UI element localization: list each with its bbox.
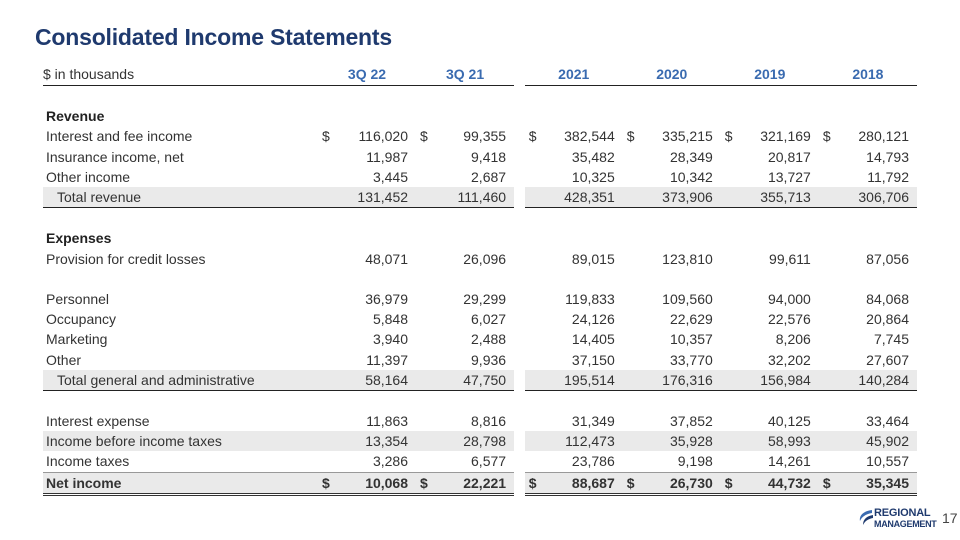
table-cell: 28,349	[669, 148, 713, 165]
table-cell: 9,418	[471, 148, 507, 165]
table-cell: 33,464	[866, 413, 909, 430]
column-header: 2019	[721, 63, 819, 86]
currency-symbol: $	[420, 128, 428, 145]
page-number: 17	[942, 510, 958, 526]
table-cell: 428,351	[540, 187, 623, 208]
table-header-row	[43, 63, 917, 86]
table-cell: 355,713	[736, 187, 819, 208]
total-row	[43, 370, 917, 391]
table-row	[43, 289, 917, 309]
section-header-row	[43, 106, 917, 126]
table-cell: 3,940	[372, 331, 409, 348]
table-cell: 33,770	[669, 351, 713, 368]
table-cell: 7,745	[873, 331, 909, 348]
currency-symbol: $	[318, 472, 333, 494]
currency-symbol: $	[623, 472, 638, 494]
logo-text: MANAGEMENT	[874, 519, 937, 529]
row-label: Net income	[43, 472, 318, 494]
section-label: Revenue	[46, 108, 105, 125]
currency-symbol: $	[626, 128, 635, 145]
total-row	[43, 187, 917, 208]
table-cell: 373,906	[638, 187, 721, 208]
income-statement-table	[43, 63, 917, 496]
row-label: Provision for credit losses	[46, 250, 206, 267]
table-cell: 20,864	[866, 311, 909, 328]
table-row	[43, 126, 917, 146]
table-cell: 112,473	[540, 431, 623, 451]
row-label: Income before income taxes	[43, 431, 318, 451]
table-row	[43, 309, 917, 329]
table-cell: 10,325	[571, 168, 615, 185]
table-cell: 32,202	[767, 351, 811, 368]
table-cell: 48,071	[365, 250, 409, 267]
table-cell: 3,445	[372, 168, 409, 185]
spacer-row	[43, 269, 917, 289]
column-header: 2021	[525, 63, 623, 86]
table-cell: 321,169	[760, 128, 811, 145]
table-cell: 111,460	[431, 187, 514, 208]
table-cell: 123,810	[662, 250, 713, 267]
column-header: 2018	[819, 63, 917, 86]
currency-symbol: $	[819, 472, 834, 494]
table-cell: 14,405	[571, 331, 615, 348]
table-cell: 40,125	[767, 413, 811, 430]
table-cell: 10,557	[866, 453, 909, 470]
table-cell: 35,482	[571, 148, 615, 165]
table-row	[43, 411, 917, 431]
table-cell: 89,015	[571, 250, 615, 267]
row-label: Insurance income, net	[46, 148, 184, 165]
table-cell: 382,544	[564, 128, 615, 145]
table-cell: 24,126	[571, 311, 615, 328]
table-row	[43, 249, 917, 269]
table-cell: 44,732	[736, 472, 819, 494]
column-header: 2020	[623, 63, 721, 86]
table-cell: 8,816	[471, 413, 507, 430]
table-cell: 22,629	[669, 311, 713, 328]
table-cell: 11,863	[366, 413, 409, 430]
column-header: 3Q 21	[416, 63, 514, 86]
table-cell: 156,984	[736, 370, 819, 391]
table-cell: 87,056	[866, 250, 909, 267]
table-row	[43, 349, 917, 369]
table-cell: 335,215	[662, 128, 713, 145]
table-cell: 6,577	[471, 453, 507, 470]
column-header: 3Q 22	[318, 63, 416, 86]
table-cell: 10,357	[669, 331, 713, 348]
table-cell: 47,750	[431, 370, 514, 391]
spacer-row	[43, 208, 917, 229]
table-cell: 176,316	[638, 370, 721, 391]
page-title: Consolidated Income Statements	[35, 24, 392, 50]
table-cell: 26,096	[463, 250, 507, 267]
table-cell: 58,164	[333, 370, 416, 391]
table-cell: 14,793	[866, 148, 909, 165]
table-cell: 37,852	[669, 413, 713, 430]
net-income-row	[43, 472, 917, 494]
table-cell: 119,833	[565, 290, 615, 307]
currency-symbol: $	[822, 128, 831, 145]
row-label: Total general and administrative	[43, 370, 318, 391]
row-label: Occupancy	[46, 311, 117, 328]
table-cell: 88,687	[540, 472, 623, 494]
table-cell: 8,206	[775, 331, 811, 348]
table-cell: 116,020	[358, 128, 409, 145]
row-label: Personnel	[46, 290, 110, 307]
table-cell: 3,286	[372, 453, 409, 470]
currency-symbol: $	[528, 128, 537, 145]
table-cell: 84,068	[866, 290, 909, 307]
table-row	[43, 329, 917, 349]
currency-symbol: $	[321, 128, 330, 145]
currency-symbol: $	[721, 472, 736, 494]
section-header-row	[43, 228, 917, 248]
table-cell: 23,786	[571, 453, 615, 470]
table-cell: 131,452	[333, 187, 416, 208]
table-row	[43, 451, 917, 472]
company-logo	[858, 506, 940, 532]
table-cell: 58,993	[736, 431, 819, 451]
table-cell: 20,817	[767, 148, 811, 165]
table-cell: 28,798	[431, 431, 514, 451]
table-cell: 26,730	[638, 472, 721, 494]
table-row	[43, 147, 917, 167]
table-cell: 13,727	[767, 168, 811, 185]
table-cell: 195,514	[540, 370, 623, 391]
table-row	[43, 167, 917, 187]
table-cell: 13,354	[333, 431, 416, 451]
table-cell: 10,068	[333, 472, 416, 494]
logo-text: REGIONAL	[874, 507, 931, 519]
table-cell: 11,987	[366, 148, 409, 165]
table-cell: 2,687	[471, 168, 507, 185]
currency-symbol: $	[724, 128, 733, 145]
table-cell: 2,488	[471, 331, 507, 348]
table-cell: 11,792	[867, 168, 909, 185]
spacer-row	[43, 86, 917, 107]
table-cell: 10,342	[669, 168, 713, 185]
table-cell: 14,261	[767, 453, 811, 470]
table-cell: 37,150	[571, 351, 615, 368]
section-label: Expenses	[46, 230, 112, 247]
row-label: Marketing	[46, 331, 108, 348]
currency-symbol: $	[525, 472, 540, 494]
row-label: Income taxes	[46, 453, 130, 470]
table-cell: 35,345	[834, 472, 917, 494]
table-cell: 280,121	[858, 128, 909, 145]
table-cell: 22,576	[767, 311, 811, 328]
table-cell: 35,928	[638, 431, 721, 451]
table-cell: 11,397	[366, 351, 409, 368]
row-label: Other income	[46, 168, 131, 185]
table-cell: 306,706	[834, 187, 917, 208]
table-cell: 22,221	[431, 472, 514, 494]
table-cell: 9,198	[677, 453, 713, 470]
row-label: Interest expense	[46, 413, 150, 430]
table-cell: 99,611	[769, 250, 811, 267]
currency-symbol: $	[416, 472, 431, 494]
table-cell: 31,349	[571, 413, 615, 430]
table-cell: 5,848	[372, 311, 409, 328]
table-cell: 29,299	[463, 290, 507, 307]
table-cell: 140,284	[834, 370, 917, 391]
table-cell: 36,979	[365, 290, 409, 307]
row-label: Interest and fee income	[46, 128, 193, 145]
row-label: Total revenue	[43, 187, 318, 208]
table-cell: 6,027	[471, 311, 507, 328]
units-label: $ in thousands	[43, 63, 318, 86]
row-label: Other	[46, 351, 82, 368]
table-cell: 99,355	[463, 128, 507, 145]
table-row	[43, 431, 917, 451]
table-cell: 9,936	[471, 351, 507, 368]
spacer-row	[43, 390, 917, 411]
table-cell: 45,902	[834, 431, 917, 451]
table-cell: 109,560	[662, 290, 713, 307]
table-cell: 94,000	[767, 290, 811, 307]
table-cell: 27,607	[866, 351, 909, 368]
logo-mark-icon	[858, 509, 874, 527]
